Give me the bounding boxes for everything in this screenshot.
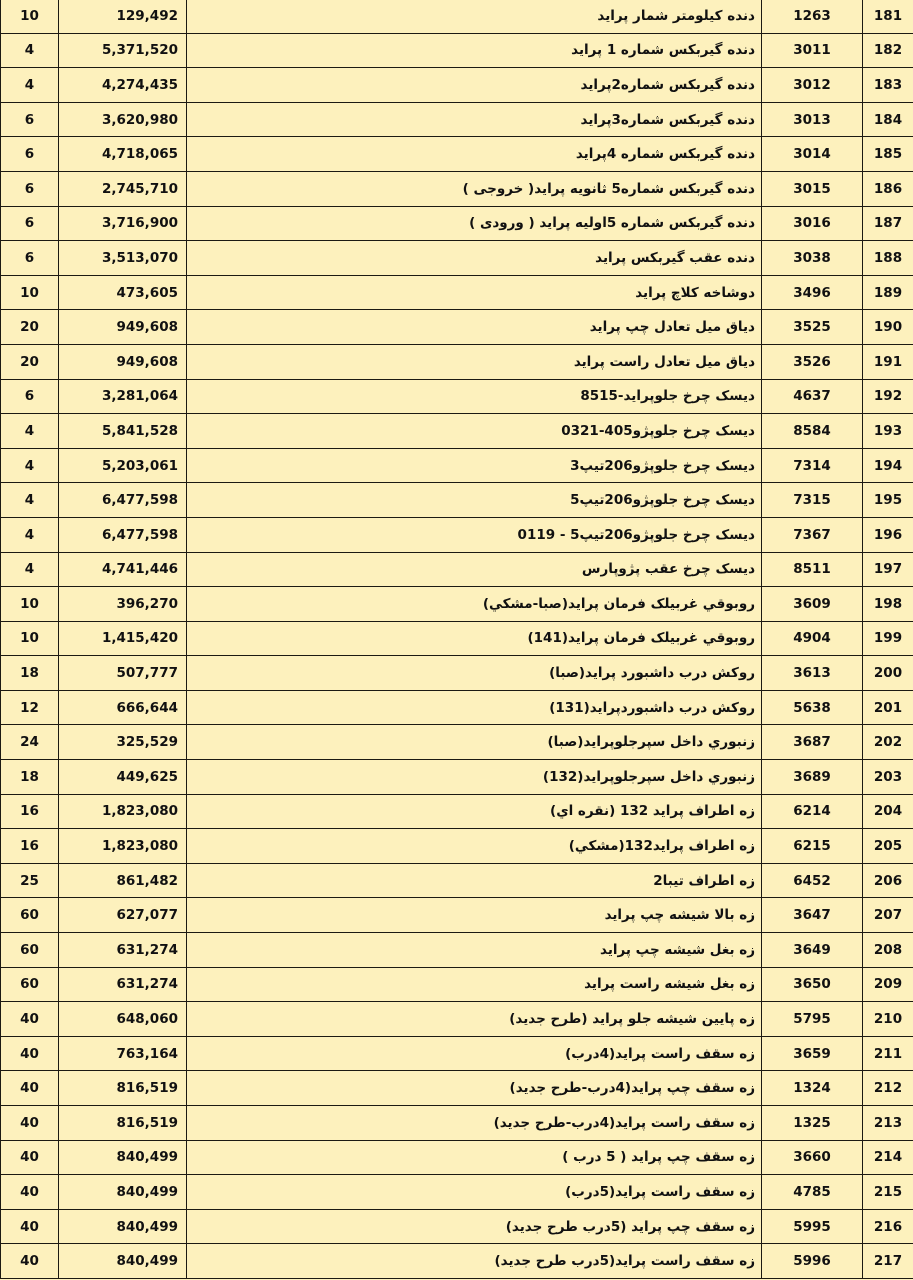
row-number-cell: 186	[863, 171, 913, 206]
quantity-cell: 6	[1, 171, 59, 206]
row-number-cell: 189	[863, 275, 913, 310]
table-row	[1, 517, 913, 552]
part-name-cell: زه اطراف پراید132(مشکي)	[187, 829, 762, 864]
row-number-cell: 190	[863, 310, 913, 345]
part-code-cell: 5996	[762, 1244, 863, 1279]
table-row	[1, 344, 913, 379]
row-number-cell: 199	[863, 621, 913, 656]
price-cell: 5,841,528	[59, 414, 187, 449]
price-cell: 648,060	[59, 1002, 187, 1037]
table-row	[1, 33, 913, 68]
table-row	[1, 1036, 913, 1071]
part-name-cell: دنده گیربکس شماره2پراید	[187, 68, 762, 103]
part-code-cell: 5638	[762, 690, 863, 725]
table-row	[1, 206, 913, 241]
price-cell: 949,608	[59, 344, 187, 379]
price-cell: 129,492	[59, 0, 187, 33]
quantity-cell: 6	[1, 241, 59, 276]
table-row	[1, 1244, 913, 1279]
table-row	[1, 102, 913, 137]
part-name-cell: زه سقف چپ پراید(4درب-طرح جدید)	[187, 1071, 762, 1106]
price-cell: 449,625	[59, 760, 187, 795]
price-cell: 631,274	[59, 933, 187, 968]
part-code-cell: 3647	[762, 898, 863, 933]
table-row	[1, 1175, 913, 1210]
price-cell: 3,513,070	[59, 241, 187, 276]
price-cell: 627,077	[59, 898, 187, 933]
quantity-cell: 16	[1, 829, 59, 864]
table-row	[1, 794, 913, 829]
table-row	[1, 379, 913, 414]
part-code-cell: 3689	[762, 760, 863, 795]
table-row	[1, 1106, 913, 1141]
quantity-cell: 4	[1, 33, 59, 68]
quantity-cell: 6	[1, 102, 59, 137]
row-number-cell: 204	[863, 794, 913, 829]
price-cell: 816,519	[59, 1106, 187, 1141]
table-row	[1, 0, 913, 33]
price-cell: 840,499	[59, 1140, 187, 1175]
row-number-cell: 206	[863, 863, 913, 898]
row-number-cell: 194	[863, 448, 913, 483]
row-number-cell: 201	[863, 690, 913, 725]
row-number-cell: 214	[863, 1140, 913, 1175]
part-name-cell: روبوقي غربیلک فرمان پراید(141)	[187, 621, 762, 656]
part-name-cell: دنده گیربکس شماره5 ثانویه پراید( خروجی )	[187, 171, 762, 206]
price-cell: 763,164	[59, 1036, 187, 1071]
part-code-cell: 3014	[762, 137, 863, 172]
quantity-cell: 60	[1, 967, 59, 1002]
price-cell: 949,608	[59, 310, 187, 345]
table-row	[1, 137, 913, 172]
part-code-cell: 3525	[762, 310, 863, 345]
quantity-cell: 4	[1, 448, 59, 483]
table-row	[1, 933, 913, 968]
table-row	[1, 587, 913, 622]
table-row	[1, 414, 913, 449]
part-code-cell: 8511	[762, 552, 863, 587]
table-row	[1, 68, 913, 103]
table-row	[1, 898, 913, 933]
table-row	[1, 1002, 913, 1037]
quantity-cell: 6	[1, 379, 59, 414]
row-number-cell: 188	[863, 241, 913, 276]
row-number-cell: 209	[863, 967, 913, 1002]
part-name-cell: دنده گیربکس شماره3پراید	[187, 102, 762, 137]
quantity-cell: 24	[1, 725, 59, 760]
row-number-cell: 197	[863, 552, 913, 587]
price-cell: 4,274,435	[59, 68, 187, 103]
table-row	[1, 241, 913, 276]
part-code-cell: 1324	[762, 1071, 863, 1106]
part-name-cell: روکش درب داشبورد پراید(صبا)	[187, 656, 762, 691]
part-code-cell: 1263	[762, 0, 863, 33]
part-name-cell: دنده گیربکس شماره 5اولیه پراید ( ورودی )	[187, 206, 762, 241]
price-cell: 507,777	[59, 656, 187, 691]
quantity-cell: 60	[1, 933, 59, 968]
part-code-cell: 5795	[762, 1002, 863, 1037]
row-number-cell: 184	[863, 102, 913, 137]
part-name-cell: زه اطراف پراید 132 (نقره اي)	[187, 794, 762, 829]
part-name-cell: دیسک چرخ جلوپژو405-0321	[187, 414, 762, 449]
part-code-cell: 3038	[762, 241, 863, 276]
quantity-cell: 40	[1, 1244, 59, 1279]
part-name-cell: دنده عقب گیربکس پراید	[187, 241, 762, 276]
row-number-cell: 192	[863, 379, 913, 414]
table-row	[1, 171, 913, 206]
part-code-cell: 1325	[762, 1106, 863, 1141]
part-name-cell: زه سقف راست پراید(4درب)	[187, 1036, 762, 1071]
part-name-cell: دیسک چرخ جلوپراید-8515	[187, 379, 762, 414]
part-code-cell: 6214	[762, 794, 863, 829]
part-code-cell: 3609	[762, 587, 863, 622]
price-cell: 631,274	[59, 967, 187, 1002]
part-name-cell: زه بغل شیشه راست پراید	[187, 967, 762, 1002]
table-row	[1, 310, 913, 345]
part-code-cell: 4637	[762, 379, 863, 414]
row-number-cell: 208	[863, 933, 913, 968]
quantity-cell: 4	[1, 414, 59, 449]
quantity-cell: 4	[1, 552, 59, 587]
table-row	[1, 275, 913, 310]
table-row	[1, 621, 913, 656]
part-code-cell: 5995	[762, 1209, 863, 1244]
part-name-cell: دیسک چرخ جلوپژو206تیپ3	[187, 448, 762, 483]
part-name-cell: زه سقف راست پراید(4درب-طرح جدید)	[187, 1106, 762, 1141]
quantity-cell: 4	[1, 68, 59, 103]
price-cell: 4,718,065	[59, 137, 187, 172]
quantity-cell: 10	[1, 275, 59, 310]
part-name-cell: دنده گیربکس شماره 4پراید	[187, 137, 762, 172]
part-code-cell: 3013	[762, 102, 863, 137]
part-name-cell: زنبوري داخل سپرجلوپراید(صبا)	[187, 725, 762, 760]
table-body	[1, 0, 913, 1278]
row-number-cell: 187	[863, 206, 913, 241]
quantity-cell: 12	[1, 690, 59, 725]
part-code-cell: 7314	[762, 448, 863, 483]
table-row	[1, 448, 913, 483]
row-number-cell: 193	[863, 414, 913, 449]
price-cell: 816,519	[59, 1071, 187, 1106]
price-cell: 5,203,061	[59, 448, 187, 483]
part-name-cell: زه سقف چپ پراید ( 5 درب )	[187, 1140, 762, 1175]
part-code-cell: 8584	[762, 414, 863, 449]
row-number-cell: 210	[863, 1002, 913, 1037]
quantity-cell: 40	[1, 1071, 59, 1106]
part-name-cell: دیاق میل تعادل چپ پراید	[187, 310, 762, 345]
quantity-cell: 4	[1, 483, 59, 518]
quantity-cell: 40	[1, 1175, 59, 1210]
price-cell: 666,644	[59, 690, 187, 725]
price-cell: 6,477,598	[59, 517, 187, 552]
row-number-cell: 212	[863, 1071, 913, 1106]
part-name-cell: دیسک چرخ جلوپژو206تیپ5 - 0119	[187, 517, 762, 552]
price-cell: 3,281,064	[59, 379, 187, 414]
quantity-cell: 4	[1, 517, 59, 552]
row-number-cell: 185	[863, 137, 913, 172]
part-code-cell: 3012	[762, 68, 863, 103]
part-code-cell: 3613	[762, 656, 863, 691]
part-code-cell: 3649	[762, 933, 863, 968]
quantity-cell: 60	[1, 898, 59, 933]
table-row	[1, 1140, 913, 1175]
table-row	[1, 863, 913, 898]
quantity-cell: 40	[1, 1140, 59, 1175]
quantity-cell: 18	[1, 656, 59, 691]
part-code-cell: 6452	[762, 863, 863, 898]
price-cell: 6,477,598	[59, 483, 187, 518]
row-number-cell: 200	[863, 656, 913, 691]
part-name-cell: دنده گیربکس شماره 1 پراید	[187, 33, 762, 68]
price-cell: 840,499	[59, 1244, 187, 1279]
row-number-cell: 211	[863, 1036, 913, 1071]
quantity-cell: 40	[1, 1036, 59, 1071]
quantity-cell: 6	[1, 137, 59, 172]
part-code-cell: 6215	[762, 829, 863, 864]
part-code-cell: 3526	[762, 344, 863, 379]
part-name-cell: دوشاخه کلاچ پراید	[187, 275, 762, 310]
price-cell: 1,823,080	[59, 829, 187, 864]
quantity-cell: 40	[1, 1209, 59, 1244]
part-code-cell: 3659	[762, 1036, 863, 1071]
part-code-cell: 3687	[762, 725, 863, 760]
part-code-cell: 3496	[762, 275, 863, 310]
quantity-cell: 10	[1, 0, 59, 33]
row-number-cell: 213	[863, 1106, 913, 1141]
table-row	[1, 656, 913, 691]
price-cell: 325,529	[59, 725, 187, 760]
quantity-cell: 40	[1, 1002, 59, 1037]
quantity-cell: 25	[1, 863, 59, 898]
row-number-cell: 191	[863, 344, 913, 379]
part-code-cell: 4785	[762, 1175, 863, 1210]
price-cell: 2,745,710	[59, 171, 187, 206]
part-name-cell: زه سقف راست پراید(5درب)	[187, 1175, 762, 1210]
price-cell: 4,741,446	[59, 552, 187, 587]
part-name-cell: زه اطراف تیبا2	[187, 863, 762, 898]
row-number-cell: 203	[863, 760, 913, 795]
part-name-cell: زه سقف چپ پراید (5درب طرح جدید)	[187, 1209, 762, 1244]
part-name-cell: دیاق میل تعادل راست پراید	[187, 344, 762, 379]
part-name-cell: زه پایین شیشه جلو پراید (طرح جدید)	[187, 1002, 762, 1037]
quantity-cell: 20	[1, 310, 59, 345]
quantity-cell: 18	[1, 760, 59, 795]
row-number-cell: 205	[863, 829, 913, 864]
part-name-cell: دیسک چرخ جلوپژو206تیپ5	[187, 483, 762, 518]
part-name-cell: زه بغل شیشه چپ پراید	[187, 933, 762, 968]
table-row	[1, 690, 913, 725]
row-number-cell: 216	[863, 1209, 913, 1244]
part-code-cell: 3660	[762, 1140, 863, 1175]
table-row	[1, 725, 913, 760]
price-cell: 396,270	[59, 587, 187, 622]
row-number-cell: 196	[863, 517, 913, 552]
table-row	[1, 1209, 913, 1244]
price-cell: 840,499	[59, 1209, 187, 1244]
part-code-cell: 3015	[762, 171, 863, 206]
table-row	[1, 829, 913, 864]
part-code-cell: 7315	[762, 483, 863, 518]
part-name-cell: زه سقف راست پراید(5درب طرح جدید)	[187, 1244, 762, 1279]
price-cell: 1,823,080	[59, 794, 187, 829]
quantity-cell: 40	[1, 1106, 59, 1141]
part-name-cell: زه بالا شیشه چپ پراید	[187, 898, 762, 933]
part-code-cell: 3016	[762, 206, 863, 241]
table-row	[1, 483, 913, 518]
price-cell: 840,499	[59, 1175, 187, 1210]
row-number-cell: 181	[863, 0, 913, 33]
price-cell: 3,620,980	[59, 102, 187, 137]
part-name-cell: روکش درب داشبوردپراید(131)	[187, 690, 762, 725]
row-number-cell: 217	[863, 1244, 913, 1279]
row-number-cell: 195	[863, 483, 913, 518]
price-cell: 3,716,900	[59, 206, 187, 241]
part-code-cell: 3011	[762, 33, 863, 68]
row-number-cell: 183	[863, 68, 913, 103]
table-row	[1, 552, 913, 587]
row-number-cell: 207	[863, 898, 913, 933]
quantity-cell: 20	[1, 344, 59, 379]
price-cell: 5,371,520	[59, 33, 187, 68]
part-name-cell: زنبوري داخل سپرجلوپراید(132)	[187, 760, 762, 795]
part-code-cell: 4904	[762, 621, 863, 656]
row-number-cell: 198	[863, 587, 913, 622]
price-cell: 861,482	[59, 863, 187, 898]
quantity-cell: 6	[1, 206, 59, 241]
quantity-cell: 10	[1, 587, 59, 622]
row-number-cell: 182	[863, 33, 913, 68]
part-name-cell: دیسک چرخ عقب پژوپارس	[187, 552, 762, 587]
part-name-cell: روبوقي غربیلک فرمان پراید(صبا-مشکي)	[187, 587, 762, 622]
part-code-cell: 7367	[762, 517, 863, 552]
part-code-cell: 3650	[762, 967, 863, 1002]
price-cell: 473,605	[59, 275, 187, 310]
row-number-cell: 215	[863, 1175, 913, 1210]
quantity-cell: 16	[1, 794, 59, 829]
table-row	[1, 760, 913, 795]
quantity-cell: 10	[1, 621, 59, 656]
part-name-cell: دنده کیلومتر شمار پراید	[187, 0, 762, 33]
table-row	[1, 1071, 913, 1106]
row-number-cell: 202	[863, 725, 913, 760]
table-row	[1, 967, 913, 1002]
price-cell: 1,415,420	[59, 621, 187, 656]
